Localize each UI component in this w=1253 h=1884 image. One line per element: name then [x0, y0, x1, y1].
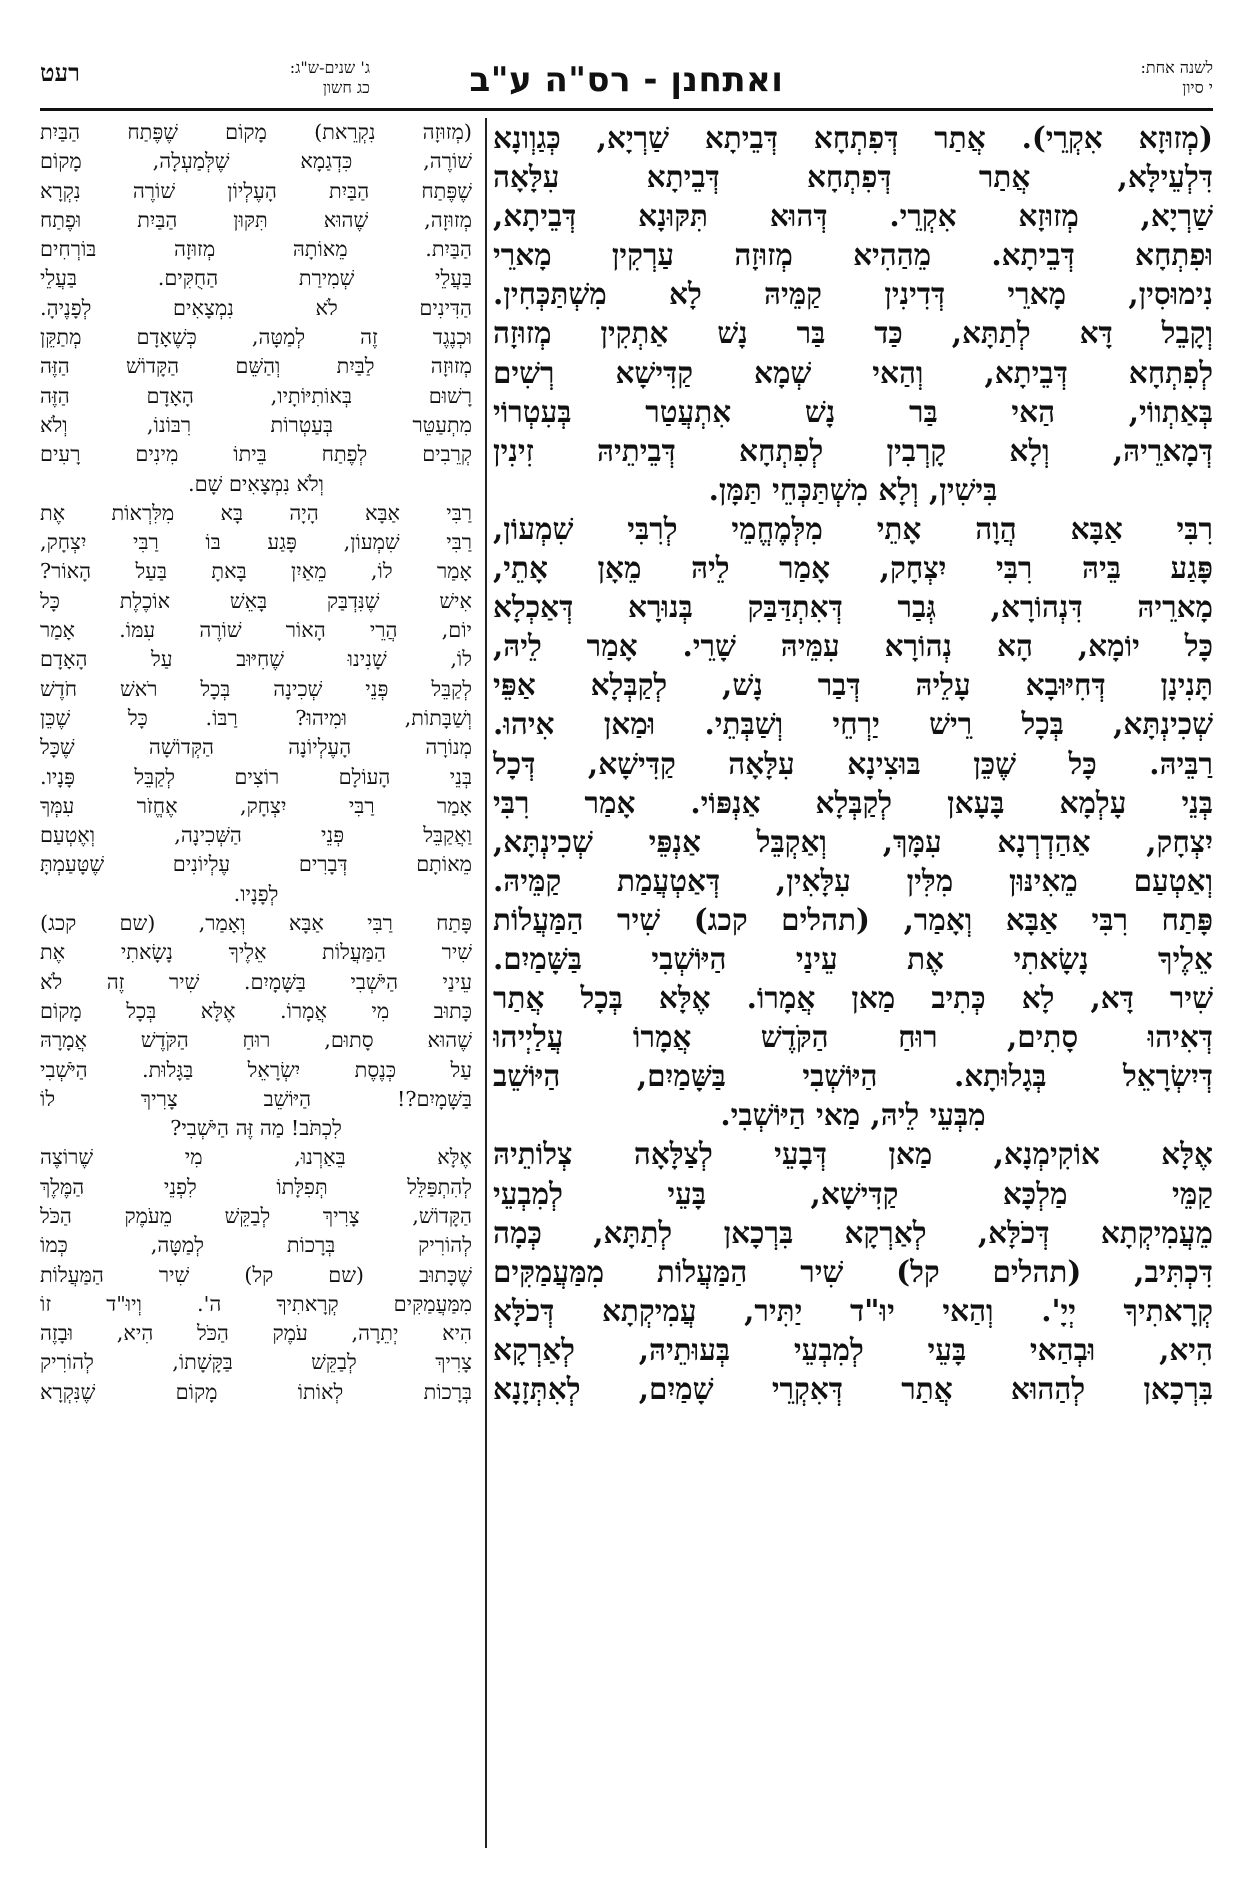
text-line: מִתְעַטֵּר בְּעַטְרוֹת רִבּוֹנוֹ, וְלֹא [40, 412, 472, 437]
text-line: דְּיִשְׂרָאֵל בְּגָלוּתָא. הַיּוֹשְׁבִי בַּשָּׁמַיִם, הַיּוֹשֵׁב [493, 1058, 1213, 1094]
column-divider [485, 118, 487, 1848]
text-line: פָּתַח רִבִּי אַבָּא וְאָמַר, (תהלים קכג) שִׁיר הַמַּעֲלוֹת [493, 901, 1213, 937]
text-line: לְפָנָיו. [233, 881, 279, 906]
text-line: שׁוֹרֶה, כִּדְגַמָא שֶׁלְּמַעְלָה, מָקוֹם [40, 149, 472, 174]
text-line: בַּעֲלֵי שְׁמִירַת הַחֻקִּים. בַּעֲלֵי [40, 266, 472, 291]
text-line: בְּנֵי הָעוֹלָם רוֹצִים לְקַבֵּל פָּנָיו. [40, 764, 472, 789]
text-line: בְּנֵי עָלְמָא בָּעָאן לְקַבְּלָא אַנְפּוֹי. אָמַר רִבִּי [493, 784, 1213, 820]
text-line: וַאֲקַבֵּל פְּנֵי הַשְּׁכִינָה, וְאֶטְעַם [40, 823, 472, 848]
schedule-date: כג חשון [322, 78, 370, 97]
text-line: וְלֹא נִמְצָאִים שָׁם. [188, 471, 324, 496]
main-text-column [493, 118, 1213, 1848]
schedule-label: לשנה אחת: [1140, 58, 1213, 77]
text-line: בְּאַתְווֹי, הַאי בַּר נָשׁ אִתְעֲטַר בְּעִטְרוֹי [493, 393, 1213, 429]
text-line: כָּתוּב מִי אֲמָרוֹ. אֶלָּא בְּכָל מָקוֹם [40, 998, 472, 1023]
schedule-label: ג' שנים-ש"ג: [289, 58, 370, 77]
text-line: שְׁכִינְתָּא, בְּכָל רֵישׁ יַרְחֵי וְשַׁבְּתֵי. וּמַאן אִיהוּ. [493, 706, 1213, 742]
text-line: שֶׁכָּתוּב (שם קל) שִׁיר הַמַּעֲלוֹת [40, 1262, 472, 1287]
text-line: פָּגַע בֵּיהּ רִבִּי יִצְחָק, אָמַר לֵיהּ מֵאָן אָתֵי, [493, 550, 1213, 586]
daily-schedule-one-year [1013, 58, 1213, 98]
text-line: שֶׁפֶּתַח הַבַּיִת הָעֶלְיוֹן שׁוֹרֶה נִקְרָא [40, 178, 472, 203]
text-line: וְשַׁבָּתוֹת, וּמִיהוּ? רַבּוֹ. כָּל שֶׁכֵּן [40, 705, 472, 730]
text-line: פָּתַח רַבִּי אַבָּא וְאָמַר, (שם קכג) [40, 911, 472, 936]
text-line: בִּישִׁין, וְלָא מִשְׁתַּכְּחֵי תַּמָּן. [708, 471, 998, 507]
text-line: יוֹם, הֲרֵי הָאוֹר שׁוֹרֶה עִמּוֹ. אָמַר [40, 618, 472, 643]
text-line: לוֹ, שָׁנִינוּ שֶׁחִיּוּב עַל הָאָדָם [40, 647, 472, 672]
text-line: מִמַּעֲמַקִּים קְרָאתִיךָ ה'. וְיוּ"ד זוֹ [40, 1291, 472, 1316]
text-line: יִצְחָק, אַהַדְרְנָא עִמָּךְ, וְאַקְבֵּל אַנְפֵּי שְׁכִינְתָּא, [493, 823, 1213, 859]
page-header [40, 58, 1213, 110]
text-line: (מְזוּזָה נִקְרֵאת) מָקוֹם שֶׁפֶּתַח הַבַּיִת [40, 120, 472, 144]
text-line: רָשׁוּם בְּאוֹתִיּוֹתָיו, הָאָדָם הַזֶּה [40, 383, 472, 408]
translation-column [40, 118, 472, 1848]
text-line: תָּנִינָן דְּחִיּוּבָא עָלֵיהּ דְּבַר נָשׁ, לְקַבְּלָא אַפֵּי [493, 667, 1213, 703]
text-line: אֶלָּא אוֹקִימְנָא, מַאן דְּבָעֵי לְצַלָּאָה צְלוֹתֵיהּ [493, 1136, 1213, 1172]
text-line: צָרִיךְ לְבַקֵּשׁ בַּקָּשָׁתוֹ, לְהוֹרִיק [40, 1350, 472, 1375]
text-line: רַבֵּיהּ. כָּל שֶׁכֵּן בּוּצִינָא עִלָּאָה קַדִּישָׁא, דְּכָל [493, 745, 1213, 781]
page-number: רעט [40, 58, 80, 87]
schedule-date: י סיון [1182, 78, 1213, 97]
text-line: כָּל יוֹמָא, הָא נְהוֹרָא עִמֵּיהּ שָׁרֵי. אָמַר לֵיהּ, [493, 628, 1213, 664]
text-line: קְרֵבִים לְפֶתַח בֵּיתוֹ מִינִים רָעִים [40, 442, 472, 467]
text-line: בַּשָּׁמָיִם?! הַיּוֹשֵׁב צָרִיךְ לוֹ [40, 1086, 472, 1111]
text-line: אָמַר לוֹ, מֵאַיִן בָּאתָ בַּעַל הָאוֹר? [40, 559, 472, 584]
text-line: דְּאִיהוּ סָתִים, רוּחַ הַקֹּדֶשׁ אֲמָרוֹ עֲלַיְיהוּ [493, 1019, 1213, 1055]
text-line: אִישׁ שֶׁנִּדְבַּק בָּאֵשׁ אוֹכֶלֶת כָּל [40, 588, 472, 613]
text-line: עַל כְּנֶסֶת יִשְׂרָאֵל בַּגָּלוּת. הַיֹּשְׁבִי [40, 1057, 472, 1082]
text-line: דְּמָארֵיהּ, וְלָא קָרְבִין לְפִתְחָא דְּבֵיתֵיהּ זִינִין [493, 432, 1213, 468]
text-line: וְאַטְעַם מֵאִינּוּן מִלִּין עִלָּאִין, דְּאַטְעֲמַת קַמֵּיהּ. [493, 862, 1213, 898]
text-line: קְרָאתִיךָ יְיָ'. וְהַאי יוּ"ד יַתִּיר, עֲמִיקְתָא דְּכֹלָּא [493, 1292, 1213, 1328]
text-line: שֶׁהוּא סָתוּם, רוּחַ הַקֹּדֶשׁ אֲמָרָהּ [40, 1028, 472, 1053]
daily-schedule-three-years [140, 58, 370, 98]
text-line: נִימוּסִין, מָארֵי דְּדִינִין קַמֵּיהּ לָא מִשְׁתַּכְּחִין. [493, 276, 1213, 312]
header-rule [40, 108, 1213, 111]
text-line: מְזוּזָה לַבַּיִת וְהַשֵּׁם הַקָּדוֹשׁ הַזֶּה [40, 354, 472, 379]
text-line: מְזוּזָה, שֶׁהוּא תִּקּוּן הַבַּיִת וּפֶתַח [40, 207, 472, 232]
text-line: לְקַבֵּל פְּנֵי שְׁכִינָה בְּכָל רֹאשׁ חֹדֶשׁ [40, 676, 472, 701]
text-line: לְפִתְחָא דְּבֵיתָא, וְהַאי שְׁמָא קַדִּישָׁא רְשִׁים [493, 354, 1213, 390]
text-line: מֵאוֹתָם דְּבָרִים עֶלְיוֹנִים שֶׁטָּעַמְתָּ [40, 852, 472, 877]
text-line: הַבַּיִת. מֵאוֹתָהּ מְזוּזָה בּוֹרְחִים [40, 237, 472, 262]
text-line: לְהוֹרִיק בְּרָכוֹת לְמַטָּה, כְּמוֹ [40, 1233, 472, 1258]
text-line: שַׁרְיָא, מְזוּזָא אִקְרֵי. דְּהוּא תִּקּוּנָא דְּבֵיתָא, [493, 198, 1213, 234]
text-line: עֵינַי הַיֹּשְׁבִי בַּשָּׁמָיִם. שִׁיר זֶה לֹא [40, 969, 472, 994]
text-line: וּכְנֶגֶד זֶה לְמַטָּה, כְּשֶׁאָדָם מְתַקֵּן [40, 325, 472, 350]
text-line: הַדִּינִים לֹא נִמְצָאִים לְפָנֶיהָ. [40, 295, 472, 320]
text-line: הִיא יְתֵרָה, עֹמֶק הַכֹּל הִיא, וּבָזֶה [40, 1321, 472, 1346]
text-line: מִבְּעֵי לֵיהּ, מַאי הַיּוֹשְׁבִי. [720, 1097, 986, 1133]
text-line: מָארֵיהּ דִּנְהוֹרָא, גְּבַר דְּאִתְדַּבַּק בְּנוּרָא דְּאַכְלָא [493, 589, 1213, 625]
text-line: מֵעֲמִיקְתָא דְּכֹלָּא, לְאַרְקָא בִּרְכָאן לְתַתָּא, כְּמָה [493, 1214, 1213, 1250]
text-line: רַבִּי אַבָּא הָיָה בָּא מִלִּרְאוֹת אֶת [40, 500, 472, 525]
text-line: (מְזוּזָא אִקְרֵי). אֲתַר דְּפִתְחָא דְּבֵיתָא שַׁרְיָא, כְּגַוְונָא [493, 120, 1213, 155]
text-line: רִבִּי אַבָּא הֲוָה אָתֵי מִלְּמֶחֱמֵי לְרִבִּי שִׁמְעוֹן, [493, 510, 1213, 546]
text-line: הִיא, וּבְהַאי בָּעֵי לְמִבְעֵי בְּעוּתֵיהּ, לְאַרְקָא [493, 1331, 1213, 1367]
text-line: שִׁיר דָּא, לָא כְּתִיב מַאן אֲמָרוֹ. אֶלָּא בְּכָל אֲתַר [493, 980, 1213, 1016]
text-line: לְהִתְפַּלֵּל תְּפִלָּתוֹ לִפְנֵי הַמֶּלֶךְ [40, 1174, 472, 1199]
text-line: לִכְתֹּב! מַה זֶּה הַיֹּשְׁבִי? [170, 1116, 342, 1141]
text-line: שִׁיר הַמַּעֲלוֹת אֵלֶיךָ נָשָׂאתִי אֶת [40, 940, 472, 965]
text-line: הַקָּדוֹשׁ, צָרִיךְ לְבַקֵּשׁ מֵעֹמֶק הַכֹּל [40, 1203, 472, 1228]
text-line: וְקָבֵל דָּא לְתַתָּא, כַּד בַּר נָשׁ אַתְקִין מְזוּזָה [493, 315, 1213, 351]
text-line: קַמֵּי מַלְכָּא קַדִּישָׁא, בָּעֵי לְמִבְעֵי [493, 1175, 1213, 1211]
text-line: אָמַר רַבִּי יִצְחָק, אֶחֱזֹר עִמְּךָ [40, 793, 472, 818]
text-line: אֶלָּא בֵּאַרְנוּ, מִי שֶׁרוֹצֶה [40, 1145, 472, 1170]
text-line: אֵלֶיךָ נָשָׂאתִי אֶת עֵינַי הַיּוֹשְׁבִי בַּשָּׁמַיִם. [493, 940, 1213, 976]
text-line: מְנוֹרָה הָעֶלְיוֹנָה הַקְּדוֹשָׁה שֶׁכָּל [40, 735, 472, 760]
page-title: ואתחנן - רס"ה ע"ב [469, 60, 784, 100]
text-line: רַבִּי שִׁמְעוֹן, פָּגַע בּוֹ רַבִּי יִצְחָק, [40, 530, 472, 555]
text-line: בִּרְכָאן לְהַהוּא אֲתַר דְּאִקְרֵי שָׁמַיִם, לְאִתְּזָנָא [493, 1371, 1213, 1406]
text-line: וּפִתְחָא דְּבֵיתָא. מֵהַהִיא מְזוּזָה עַרְקִין מָארֵי [493, 237, 1213, 273]
text-line: דִּלְעֵילָּא, אֲתַר דְּפִתְחָא דְּבֵיתָא עִלָּאָה [493, 159, 1213, 195]
text-line: בְּרָכוֹת לְאוֹתוֹ מָקוֹם שֶׁנִּקְרָא [40, 1379, 472, 1404]
text-line: דִּכְתִּיב, (תהלים קל) שִׁיר הַמַּעֲלוֹת מִמַּעֲמַקִּים [493, 1253, 1213, 1289]
